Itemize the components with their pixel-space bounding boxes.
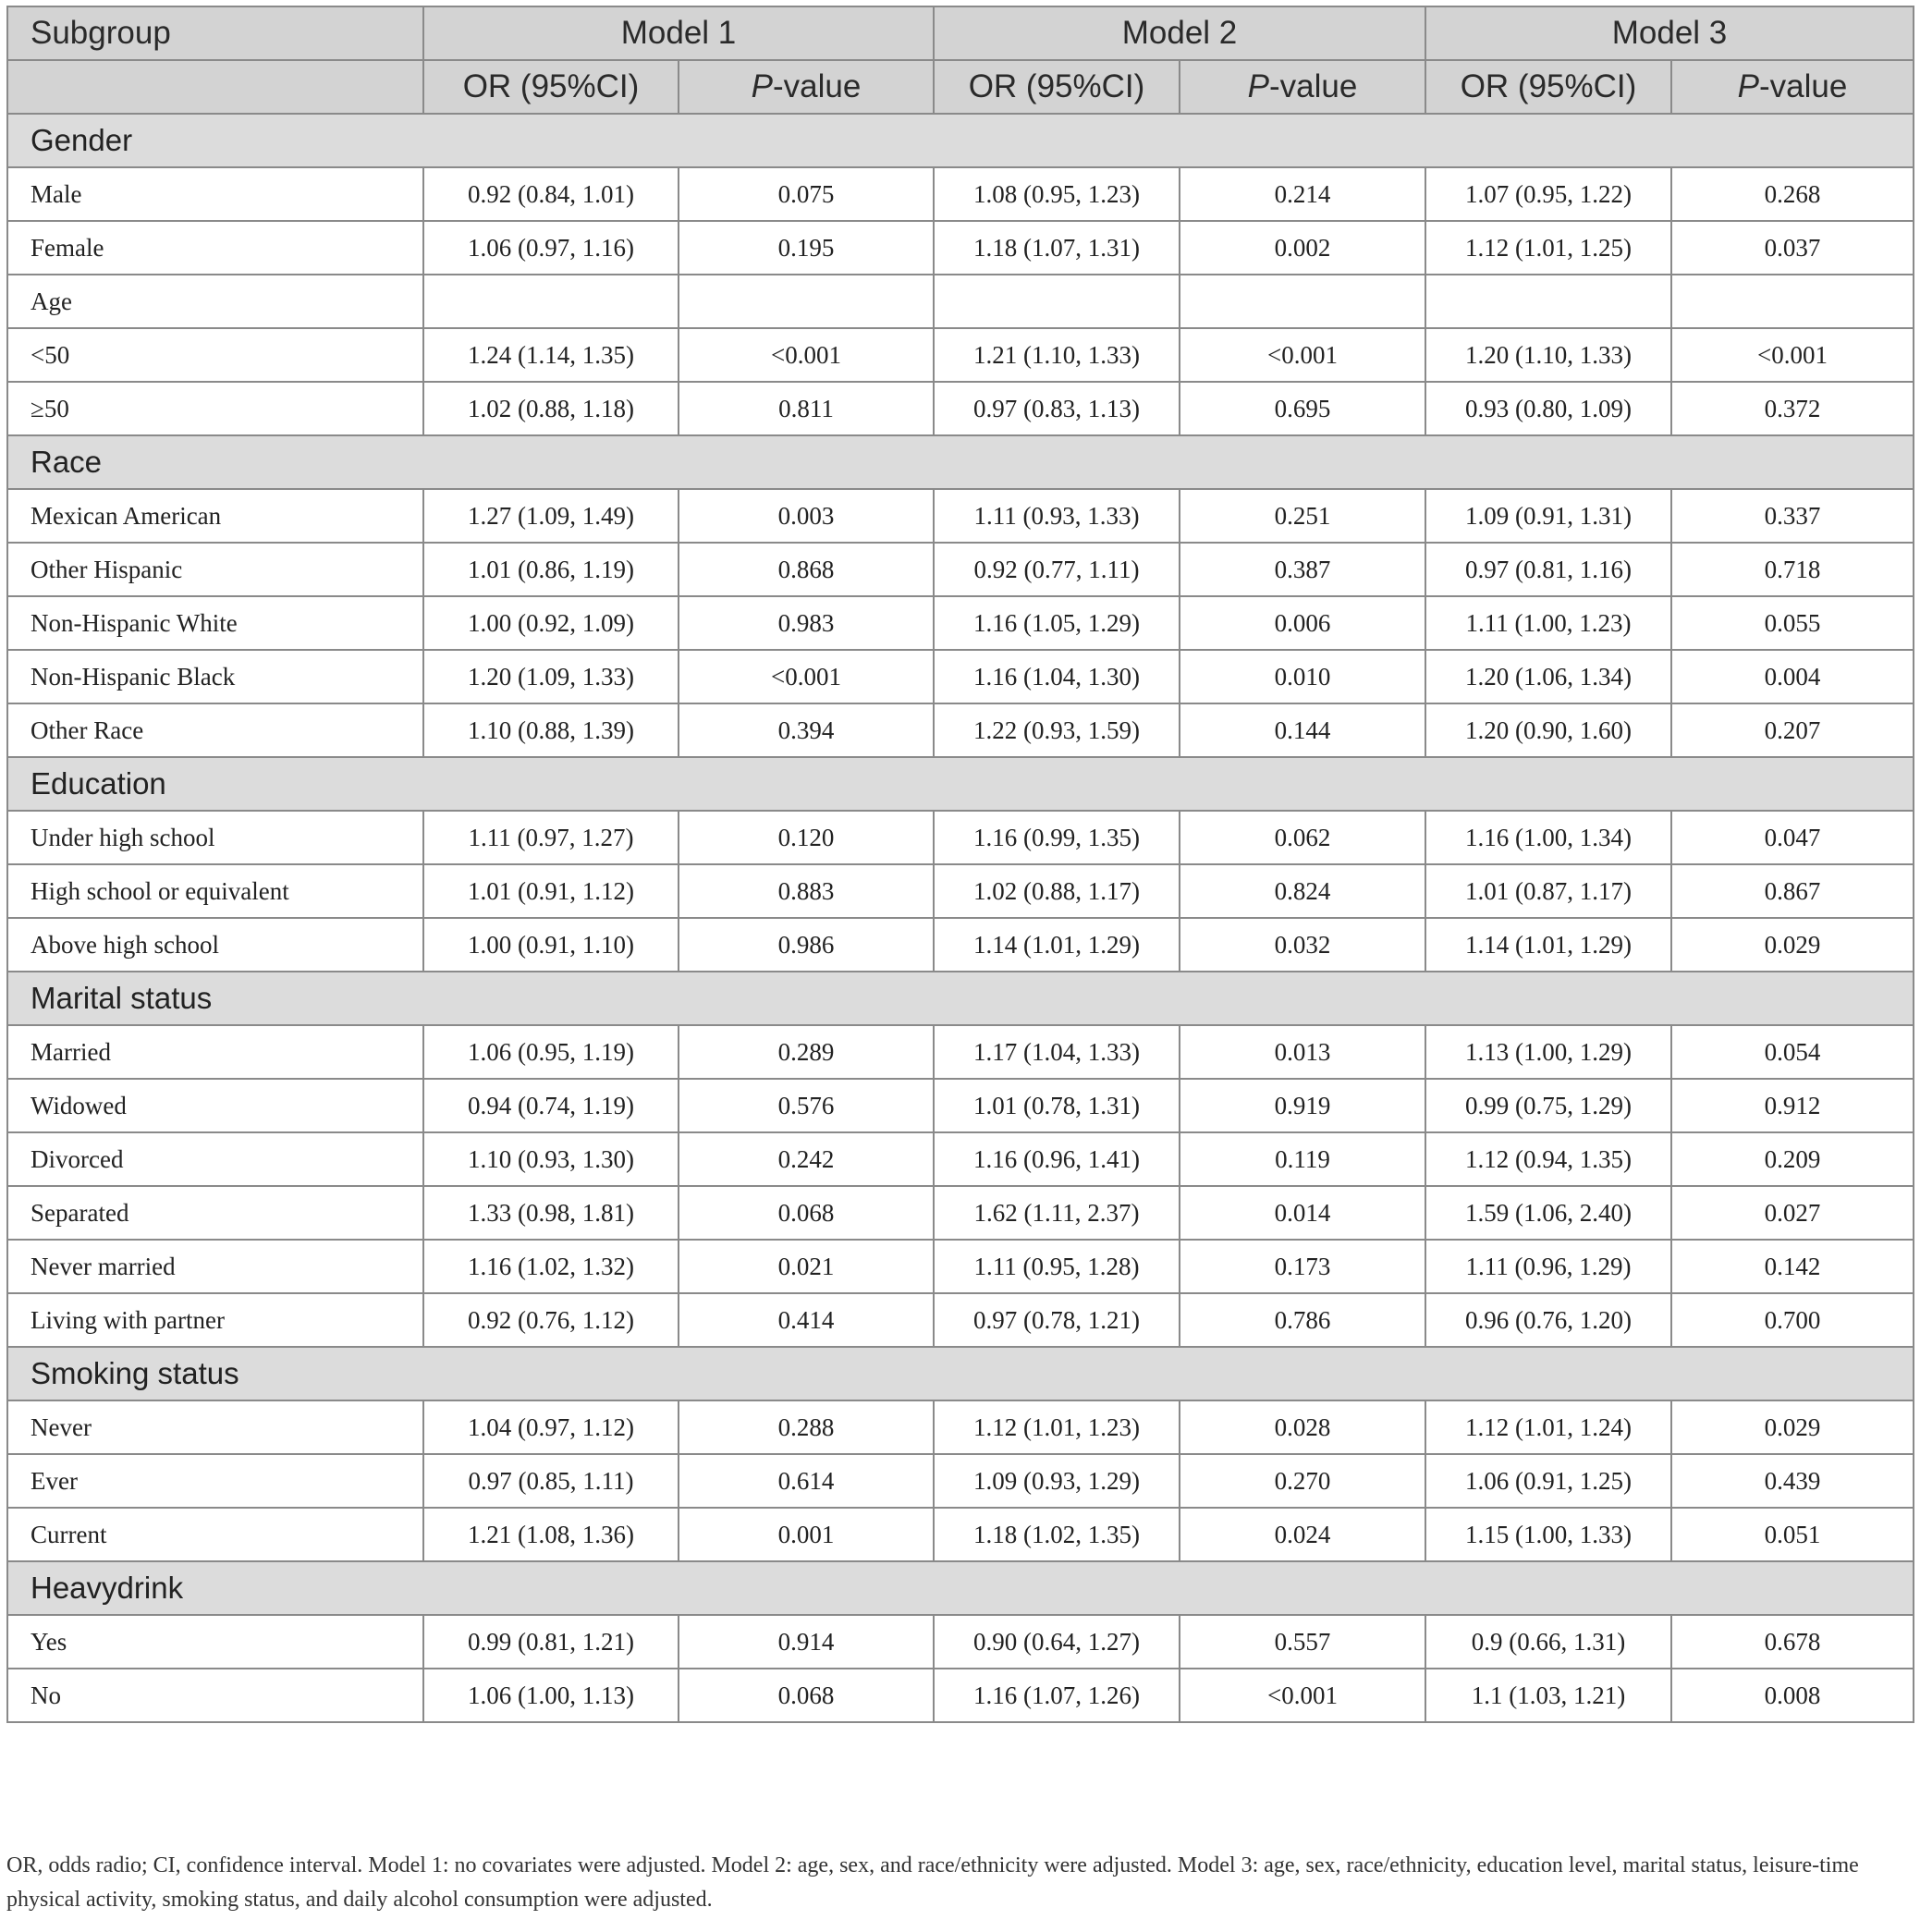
p-value-cell: 0.120 (679, 811, 934, 864)
or-cell: 1.10 (0.93, 1.30) (423, 1132, 679, 1186)
or-cell: 1.33 (0.98, 1.81) (423, 1186, 679, 1240)
row-label: Divorced (7, 1132, 423, 1186)
or-cell: 1.16 (0.96, 1.41) (934, 1132, 1180, 1186)
p-value-cell: 0.055 (1671, 596, 1914, 650)
p-value-cell: 0.195 (679, 221, 934, 275)
or-cell: 1.16 (1.00, 1.34) (1425, 811, 1671, 864)
or-cell: 1.11 (0.93, 1.33) (934, 489, 1180, 543)
p-value-cell: 0.288 (679, 1400, 934, 1454)
p-value-cell: 0.013 (1180, 1025, 1425, 1079)
or-cell: 1.01 (0.86, 1.19) (423, 543, 679, 596)
p-value-cell: 0.786 (1180, 1293, 1425, 1347)
p-value-header: P-value (1180, 60, 1425, 114)
or-cell (423, 275, 679, 328)
or-cell (1425, 275, 1671, 328)
or-cell: 1.06 (0.91, 1.25) (1425, 1454, 1671, 1508)
row-label: Male (7, 167, 423, 221)
section-title: Smoking status (7, 1347, 1914, 1400)
row-label: Other Race (7, 703, 423, 757)
p-value-cell: 0.614 (679, 1454, 934, 1508)
p-value-cell: 0.024 (1180, 1508, 1425, 1561)
p-value-cell: 0.027 (1671, 1186, 1914, 1240)
section-row (7, 972, 1914, 1025)
p-value-cell: 0.032 (1180, 918, 1425, 972)
p-value-cell: 0.811 (679, 382, 934, 435)
table-row (7, 167, 1914, 221)
section-title: Gender (7, 114, 1914, 167)
or-cell: 1.12 (1.01, 1.25) (1425, 221, 1671, 275)
p-value-cell: 0.919 (1180, 1079, 1425, 1132)
section-row (7, 1561, 1914, 1615)
table-row (7, 1400, 1914, 1454)
p-value-cell: 0.028 (1180, 1400, 1425, 1454)
p-value-cell: 0.268 (1671, 167, 1914, 221)
or-cell: 1.22 (0.93, 1.59) (934, 703, 1180, 757)
row-label: Under high school (7, 811, 423, 864)
or-cell: 1.13 (1.00, 1.29) (1425, 1025, 1671, 1079)
p-value-cell (1180, 275, 1425, 328)
section-row (7, 757, 1914, 811)
p-value-cell: 0.337 (1671, 489, 1914, 543)
or-cell: 1.62 (1.11, 2.37) (934, 1186, 1180, 1240)
or-cell: 0.9 (0.66, 1.31) (1425, 1615, 1671, 1669)
p-value-cell: 0.001 (679, 1508, 934, 1561)
or-cell: 1.14 (1.01, 1.29) (934, 918, 1180, 972)
row-label: Separated (7, 1186, 423, 1240)
table-row (7, 1025, 1914, 1079)
header-row-models (7, 6, 1914, 60)
or-cell: 1.18 (1.02, 1.35) (934, 1508, 1180, 1561)
row-label: Above high school (7, 918, 423, 972)
p-value-cell: 0.068 (679, 1186, 934, 1240)
section-title: Education (7, 757, 1914, 811)
table-row (7, 1508, 1914, 1561)
or-cell: 0.92 (0.76, 1.12) (423, 1293, 679, 1347)
or-cell: 1.24 (1.14, 1.35) (423, 328, 679, 382)
row-label: ≥50 (7, 382, 423, 435)
or-cell: 1.12 (1.01, 1.23) (934, 1400, 1180, 1454)
table-row (7, 221, 1914, 275)
or-cell: 1.21 (1.08, 1.36) (423, 1508, 679, 1561)
or-cell: 0.97 (0.85, 1.11) (423, 1454, 679, 1508)
or-cell: 0.96 (0.76, 1.20) (1425, 1293, 1671, 1347)
section-row (7, 1347, 1914, 1400)
row-label: Never married (7, 1240, 423, 1293)
p-value-cell: 0.251 (1180, 489, 1425, 543)
p-value-cell: 0.075 (679, 167, 934, 221)
or-cell: 1.00 (0.92, 1.09) (423, 596, 679, 650)
table-row (7, 543, 1914, 596)
p-value-cell: 0.119 (1180, 1132, 1425, 1186)
table-row (7, 596, 1914, 650)
table-footnote: OR, odds radio; CI, confidence interval. Model 1: no covariates were adjusted. Model 2: age, sex, and race/ethnicity were adjusted. Model 3: age, sex, race/ethnicity, education level, marital status, leisure-time physical activity, smoking status, and daily alcohol consumption were adjusted. (6, 1853, 1859, 1912)
or-cell: 1.04 (0.97, 1.12) (423, 1400, 679, 1454)
p-value-cell: 0.394 (679, 703, 934, 757)
p-value-cell: 0.289 (679, 1025, 934, 1079)
or-cell: 1.06 (0.95, 1.19) (423, 1025, 679, 1079)
row-label: Age (7, 275, 423, 328)
or-cell: 1.16 (1.02, 1.32) (423, 1240, 679, 1293)
or-cell: 0.94 (0.74, 1.19) (423, 1079, 679, 1132)
row-label: Non-Hispanic Black (7, 650, 423, 703)
row-label: Female (7, 221, 423, 275)
p-value-cell: 0.144 (1180, 703, 1425, 757)
table-row (7, 918, 1914, 972)
or-cell: 1.00 (0.91, 1.10) (423, 918, 679, 972)
p-value-cell (1671, 275, 1914, 328)
p-value-cell: 0.986 (679, 918, 934, 972)
or-cell: 1.17 (1.04, 1.33) (934, 1025, 1180, 1079)
or-cell: 0.93 (0.80, 1.09) (1425, 382, 1671, 435)
model-3-header: Model 3 (1425, 6, 1914, 60)
row-label: Current (7, 1508, 423, 1561)
section-row (7, 114, 1914, 167)
or-cell: 1.18 (1.07, 1.31) (934, 221, 1180, 275)
p-value-cell: 0.002 (1180, 221, 1425, 275)
subgroup-table (6, 6, 1914, 1723)
row-label: <50 (7, 328, 423, 382)
row-label: Non-Hispanic White (7, 596, 423, 650)
or-cell: 1.06 (0.97, 1.16) (423, 221, 679, 275)
or-cell: 1.10 (0.88, 1.39) (423, 703, 679, 757)
p-value-cell: 0.004 (1671, 650, 1914, 703)
p-value-cell: 0.006 (1180, 596, 1425, 650)
or-cell: 1.27 (1.09, 1.49) (423, 489, 679, 543)
row-label: Mexican American (7, 489, 423, 543)
or-cell: 1.11 (0.97, 1.27) (423, 811, 679, 864)
section-row (7, 435, 1914, 489)
or-cell: 1.59 (1.06, 2.40) (1425, 1186, 1671, 1240)
table-row (7, 811, 1914, 864)
p-value-cell: 0.718 (1671, 543, 1914, 596)
or-header: OR (95%CI) (1425, 60, 1671, 114)
p-value-cell: <0.001 (1180, 328, 1425, 382)
or-cell: 1.02 (0.88, 1.18) (423, 382, 679, 435)
or-cell: 1.01 (0.91, 1.12) (423, 864, 679, 918)
table-row (7, 703, 1914, 757)
p-value-cell: 0.173 (1180, 1240, 1425, 1293)
model-2-header: Model 2 (934, 6, 1425, 60)
table-row (7, 1240, 1914, 1293)
or-cell: 0.99 (0.81, 1.21) (423, 1615, 679, 1669)
or-cell: 1.06 (1.00, 1.13) (423, 1669, 679, 1722)
p-value-cell: <0.001 (679, 650, 934, 703)
p-value-cell: 0.678 (1671, 1615, 1914, 1669)
p-value-cell: 0.414 (679, 1293, 934, 1347)
or-cell: 1.02 (0.88, 1.17) (934, 864, 1180, 918)
p-value-cell: 0.047 (1671, 811, 1914, 864)
section-title: Race (7, 435, 1914, 489)
p-value-cell: 0.214 (1180, 167, 1425, 221)
table-row (7, 864, 1914, 918)
table-container (6, 6, 1913, 1723)
empty-header-cell (7, 60, 423, 114)
or-cell: 0.92 (0.84, 1.01) (423, 167, 679, 221)
or-cell (934, 275, 1180, 328)
p-value-cell: 0.242 (679, 1132, 934, 1186)
or-cell: 0.92 (0.77, 1.11) (934, 543, 1180, 596)
or-cell: 1.16 (1.04, 1.30) (934, 650, 1180, 703)
section-title: Heavydrink (7, 1561, 1914, 1615)
or-cell: 1.20 (1.09, 1.33) (423, 650, 679, 703)
p-value-cell: 0.209 (1671, 1132, 1914, 1186)
p-value-cell: 0.983 (679, 596, 934, 650)
table-row (7, 275, 1914, 328)
p-value-cell: <0.001 (1671, 328, 1914, 382)
or-cell: 1.20 (0.90, 1.60) (1425, 703, 1671, 757)
p-value-header: P-value (679, 60, 934, 114)
table-row (7, 382, 1914, 435)
table-row (7, 650, 1914, 703)
section-title: Marital status (7, 972, 1914, 1025)
or-cell: 1.1 (1.03, 1.21) (1425, 1669, 1671, 1722)
p-value-cell: 0.037 (1671, 221, 1914, 275)
or-cell: 1.21 (1.10, 1.33) (934, 328, 1180, 382)
p-value-cell: 0.372 (1671, 382, 1914, 435)
row-label: Widowed (7, 1079, 423, 1132)
subgroup-header: Subgroup (7, 6, 423, 60)
row-label: Other Hispanic (7, 543, 423, 596)
table-row (7, 1293, 1914, 1347)
p-value-cell: 0.029 (1671, 1400, 1914, 1454)
p-value-cell: 0.010 (1180, 650, 1425, 703)
p-value-cell: 0.029 (1671, 918, 1914, 972)
table-row (7, 328, 1914, 382)
or-cell: 1.16 (0.99, 1.35) (934, 811, 1180, 864)
p-value-cell: <0.001 (679, 328, 934, 382)
or-cell: 1.20 (1.10, 1.33) (1425, 328, 1671, 382)
p-value-cell: 0.021 (679, 1240, 934, 1293)
or-cell: 1.11 (0.95, 1.28) (934, 1240, 1180, 1293)
table-row (7, 1669, 1914, 1722)
p-value-cell: 0.062 (1180, 811, 1425, 864)
row-label: High school or equivalent (7, 864, 423, 918)
or-cell: 1.07 (0.95, 1.22) (1425, 167, 1671, 221)
or-cell: 0.99 (0.75, 1.29) (1425, 1079, 1671, 1132)
p-value-cell: 0.014 (1180, 1186, 1425, 1240)
p-value-cell: 0.439 (1671, 1454, 1914, 1508)
or-cell: 1.11 (0.96, 1.29) (1425, 1240, 1671, 1293)
or-cell: 1.01 (0.78, 1.31) (934, 1079, 1180, 1132)
row-label: Living with partner (7, 1293, 423, 1347)
or-cell: 1.09 (0.91, 1.31) (1425, 489, 1671, 543)
table-row (7, 1615, 1914, 1669)
or-cell: 1.11 (1.00, 1.23) (1425, 596, 1671, 650)
p-value-header: P-value (1671, 60, 1914, 114)
p-value-cell: 0.824 (1180, 864, 1425, 918)
or-cell: 1.16 (1.07, 1.26) (934, 1669, 1180, 1722)
table-row (7, 1079, 1914, 1132)
p-value-cell: 0.557 (1180, 1615, 1425, 1669)
or-cell: 0.97 (0.83, 1.13) (934, 382, 1180, 435)
or-cell: 1.15 (1.00, 1.33) (1425, 1508, 1671, 1561)
or-cell: 0.97 (0.78, 1.21) (934, 1293, 1180, 1347)
or-cell: 1.14 (1.01, 1.29) (1425, 918, 1671, 972)
model-1-header: Model 1 (423, 6, 934, 60)
p-value-cell: 0.270 (1180, 1454, 1425, 1508)
or-cell: 0.97 (0.81, 1.16) (1425, 543, 1671, 596)
table-row (7, 1132, 1914, 1186)
p-value-cell: <0.001 (1180, 1669, 1425, 1722)
or-header: OR (95%CI) (934, 60, 1180, 114)
p-value-cell: 0.868 (679, 543, 934, 596)
table-row (7, 1454, 1914, 1508)
table-row (7, 1186, 1914, 1240)
p-value-cell: 0.207 (1671, 703, 1914, 757)
or-header: OR (95%CI) (423, 60, 679, 114)
p-value-cell: 0.142 (1671, 1240, 1914, 1293)
or-cell: 1.01 (0.87, 1.17) (1425, 864, 1671, 918)
or-cell: 1.09 (0.93, 1.29) (934, 1454, 1180, 1508)
p-value-cell: 0.867 (1671, 864, 1914, 918)
p-value-cell: 0.051 (1671, 1508, 1914, 1561)
or-cell: 1.16 (1.05, 1.29) (934, 596, 1180, 650)
p-value-cell: 0.700 (1671, 1293, 1914, 1347)
header-row-metrics (7, 60, 1914, 114)
table-row (7, 489, 1914, 543)
p-value-cell: 0.054 (1671, 1025, 1914, 1079)
p-value-cell: 0.914 (679, 1615, 934, 1669)
or-cell: 1.12 (1.01, 1.24) (1425, 1400, 1671, 1454)
row-label: Ever (7, 1454, 423, 1508)
p-value-cell: 0.912 (1671, 1079, 1914, 1132)
or-cell: 1.08 (0.95, 1.23) (934, 167, 1180, 221)
p-value-cell: 0.068 (679, 1669, 934, 1722)
row-label: No (7, 1669, 423, 1722)
p-value-cell: 0.883 (679, 864, 934, 918)
p-value-cell: 0.576 (679, 1079, 934, 1132)
p-value-cell: 0.387 (1180, 543, 1425, 596)
or-cell: 0.90 (0.64, 1.27) (934, 1615, 1180, 1669)
p-value-cell (679, 275, 934, 328)
p-value-cell: 0.008 (1671, 1669, 1914, 1722)
or-cell: 1.12 (0.94, 1.35) (1425, 1132, 1671, 1186)
row-label: Yes (7, 1615, 423, 1669)
or-cell: 1.20 (1.06, 1.34) (1425, 650, 1671, 703)
row-label: Never (7, 1400, 423, 1454)
p-value-cell: 0.003 (679, 489, 934, 543)
row-label: Married (7, 1025, 423, 1079)
p-value-cell: 0.695 (1180, 382, 1425, 435)
